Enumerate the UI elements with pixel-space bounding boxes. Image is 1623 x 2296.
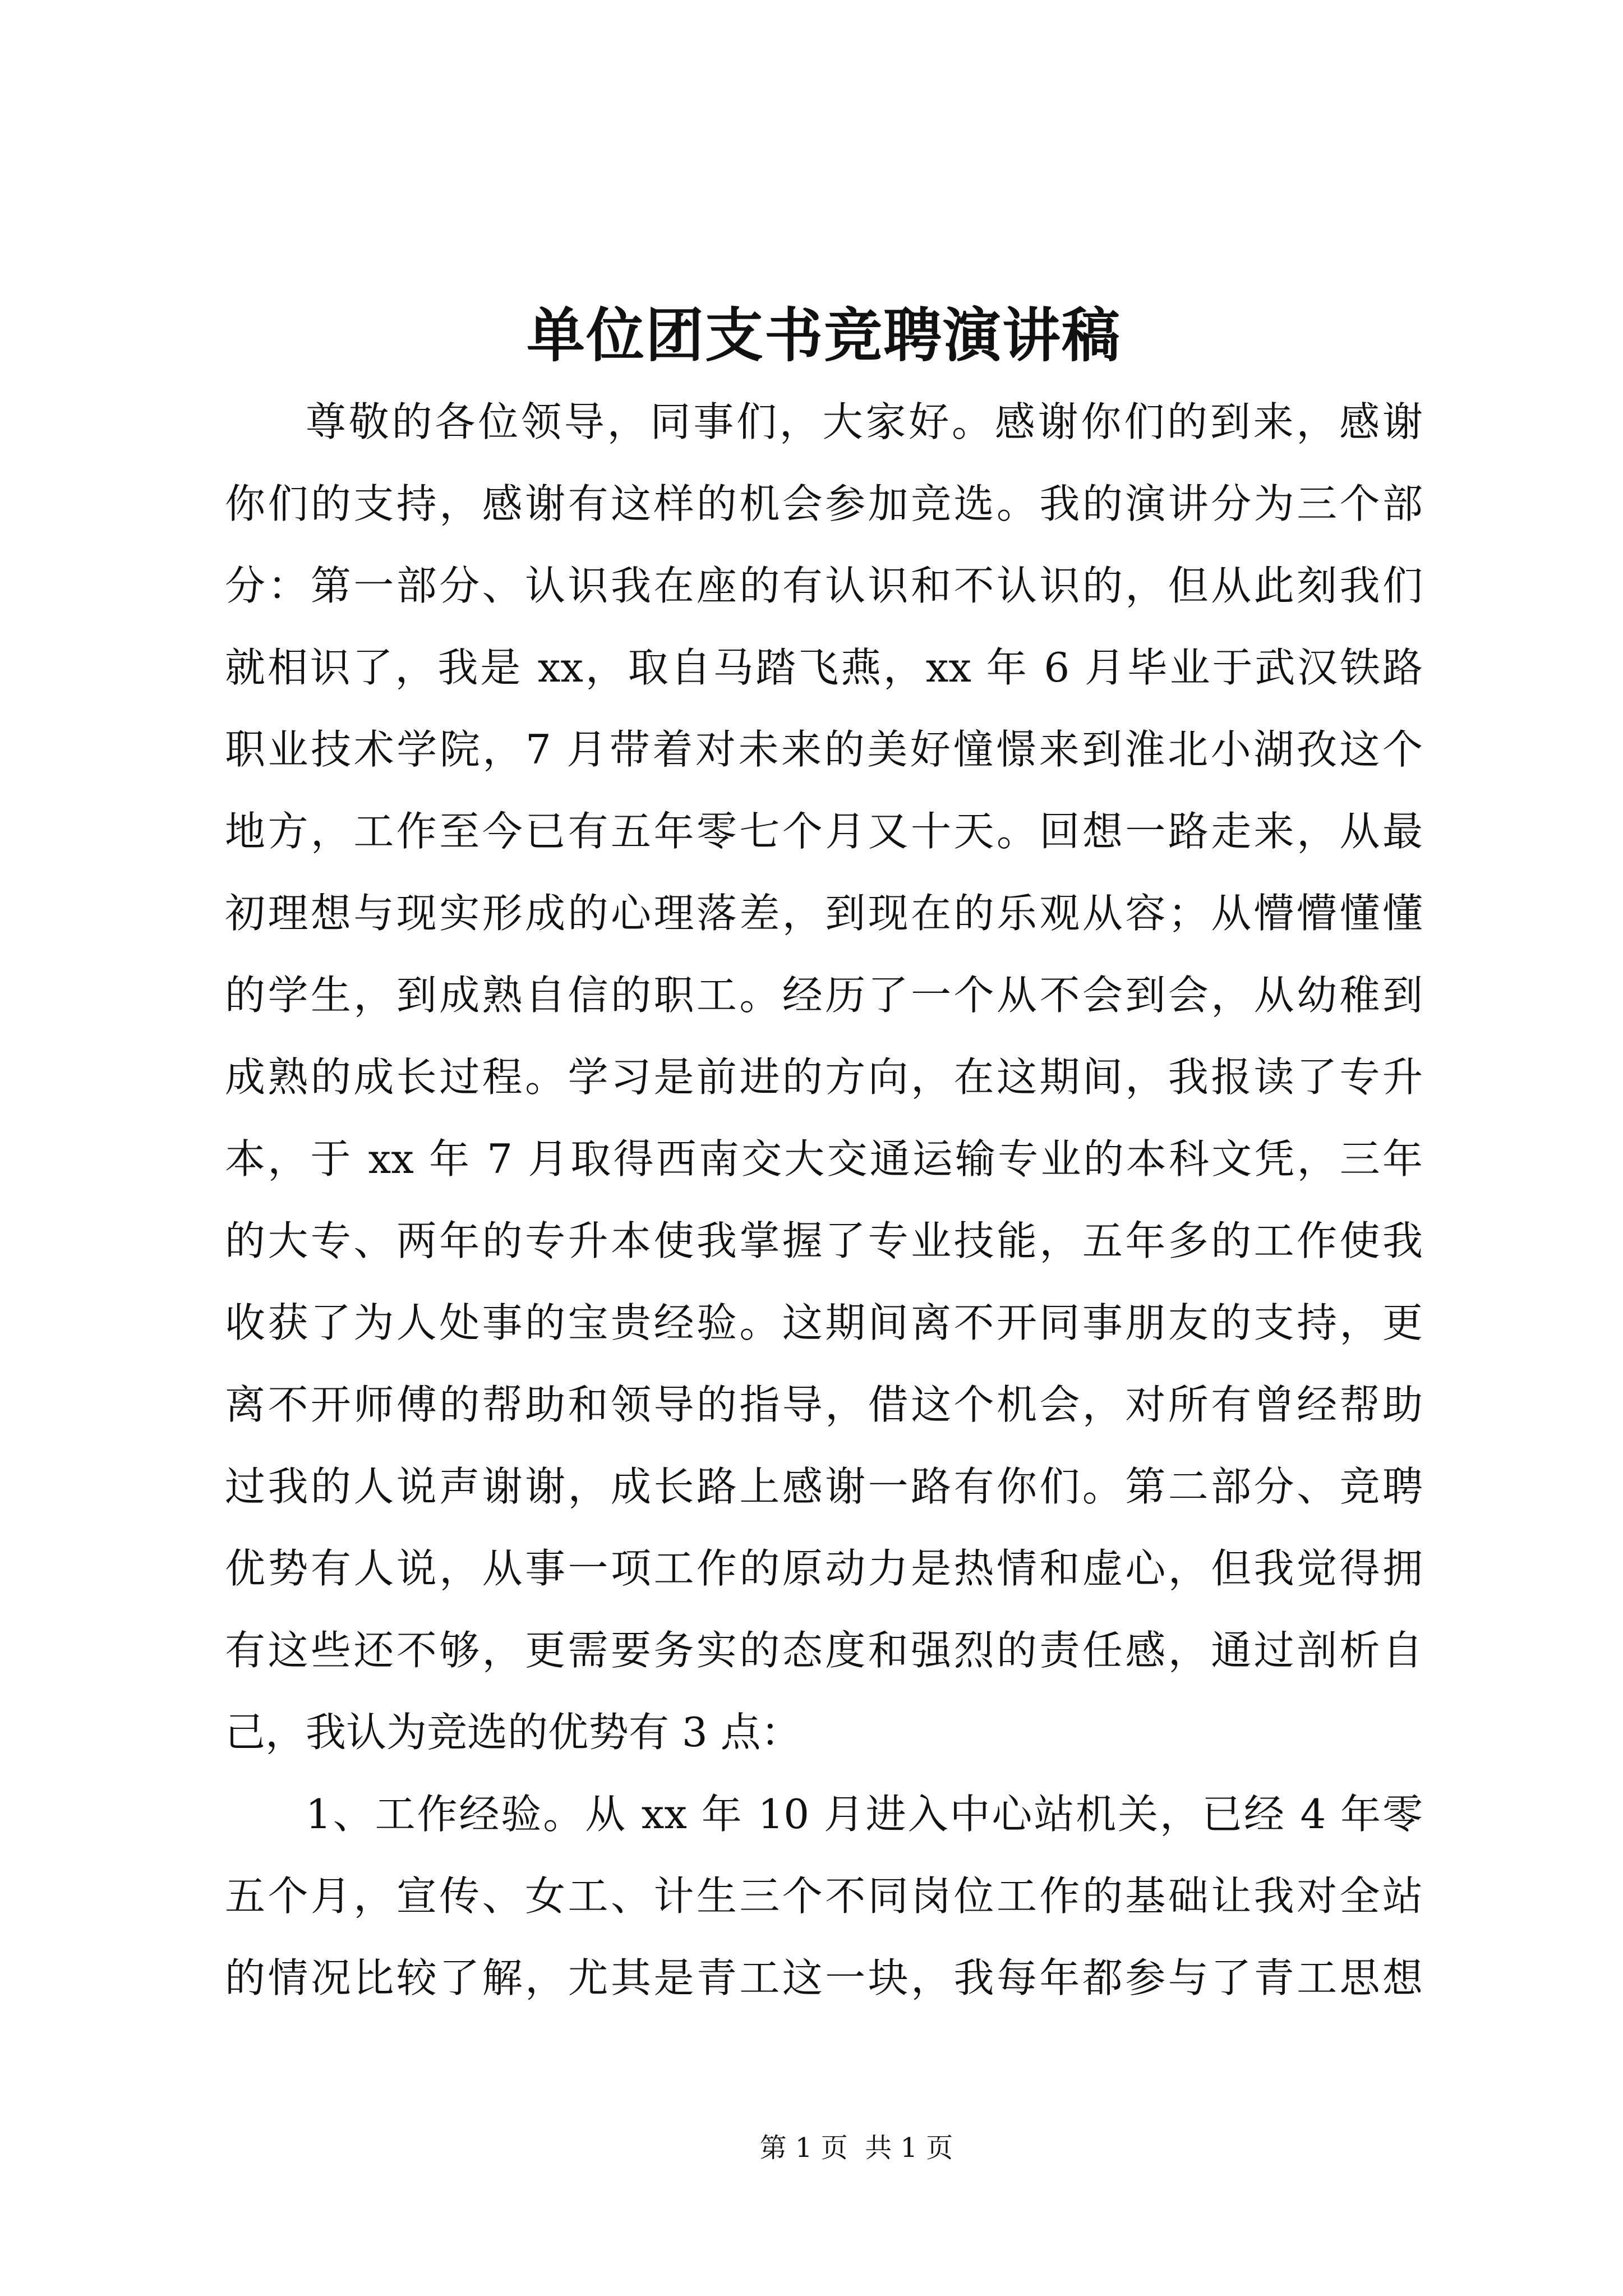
text-line: 分：第一部分、认识我在座的有认识和不认识的，但从此刻我们 [225, 562, 1423, 609]
page-footer: 第 1 页 共 1 页 [759, 2132, 953, 2164]
text-line: 过我的人说声谢谢，成长路上感谢一路有你们。第二部分、竞聘 [225, 1463, 1423, 1510]
text-line: 就相识了，我是 xx，取自马踏飞燕，xx 年 6 月毕业于武汉铁路 [225, 644, 1423, 691]
text-line: 尊敬的各位领导，同事们，大家好。感谢你们的到来，感谢 [306, 398, 1423, 445]
text-line: 成熟的成长过程。学习是前进的方向，在这期间，我报读了专升 [225, 1053, 1423, 1101]
text-line: 你们的支持，感谢有这样的机会参加竞选。我的演讲分为三个部 [225, 480, 1423, 527]
paragraph-2 [225, 1773, 1423, 2019]
text-line: 收获了为人处事的宝贵经验。这期间离不开同事朋友的支持，更 [225, 1299, 1423, 1346]
paragraph-1 [225, 381, 1423, 1773]
document-title: 单位团支书竞聘演讲稿 [526, 301, 1121, 370]
text-line: 的情况比较了解，尤其是青工这一块，我每年都参与了青工思想 [225, 1954, 1423, 2001]
text-line: 离不开师傅的帮助和领导的指导，借这个机会，对所有曾经帮助 [225, 1381, 1423, 1428]
text-line: 五个月，宣传、女工、计生三个不同岗位工作的基础让我对全站 [225, 1872, 1423, 1920]
text-line: 职业技术学院，7 月带着对未来的美好憧憬来到淮北小湖孜这个 [225, 726, 1423, 773]
text-line: 初理想与现实形成的心理落差，到现在的乐观从容；从懵懵懂懂 [225, 890, 1423, 937]
text-line: 1、工作经验。从 xx 年 10 月进入中心站机关，已经 4 年零 [306, 1791, 1423, 1838]
text-line: 的学生，到成熟自信的职工。经历了一个从不会到会，从幼稚到 [225, 972, 1423, 1019]
text-line: 本，于 xx 年 7 月取得西南交大交通运输专业的本科文凭，三年 [225, 1135, 1423, 1182]
text-line: 的大专、两年的专升本使我掌握了专业技能，五年多的工作使我 [225, 1217, 1423, 1264]
text-line: 己，我认为竞选的优势有 3 点： [225, 1709, 801, 1756]
text-line: 有这些还不够，更需要务实的态度和强烈的责任感，通过剖析自 [225, 1627, 1423, 1674]
text-line: 优势有人说，从事一项工作的原动力是热情和虚心，但我觉得拥 [225, 1545, 1423, 1592]
document-body [225, 381, 1423, 2019]
text-line: 地方，工作至今已有五年零七个月又十天。回想一路走来，从最 [225, 808, 1423, 855]
